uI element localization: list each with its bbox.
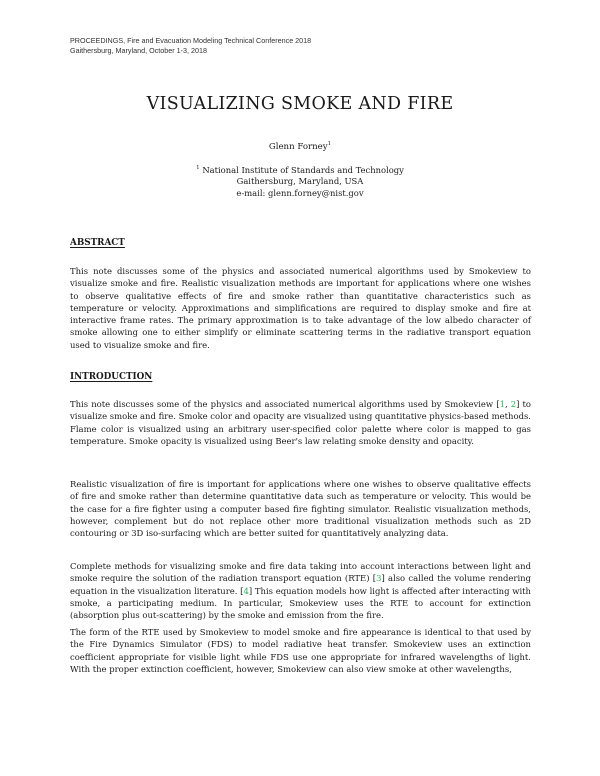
header-line-1: PROCEEDINGS, Fire and Evacuation Modeling Technical Conference 2018	[70, 36, 312, 45]
citation-link-4[interactable]: 4	[243, 585, 249, 596]
intro-paragraph-2: Realistic visualization of fire is important for applications where one wishes to observe qualitative effects of fire and smoke rather than determine quantitative data such as temperature or velocity. This would be the case for a fire fighter using a computer based fire fighting simulator. Realistic visualization methods, however, complement but do not replace other more traditional visualization methods such as 2D contouring or 3D iso-surfacing which are better suited for quantitatively analyzing data.	[70, 479, 531, 539]
intro-p1-text-b: ,	[504, 399, 511, 409]
intro-p1-text-c: ] to visualize smoke and fire. Smoke color and opacity are visualized using quantitative physics-based methods. Flame color is visualized using an arbitrary user-specified color palette where color is mapped to gas temperature. Smoke opacity is visualized using Beer's law relating smoke density and opacity.	[70, 399, 531, 446]
citation-link-1[interactable]: 1	[499, 399, 505, 409]
affiliation-email: e-mail: glenn.forney@nist.gov	[236, 187, 364, 198]
affiliation-superscript: 1	[196, 165, 200, 171]
author-line	[0, 141, 600, 152]
paper-title: VISUALIZING SMOKE AND FIRE	[146, 94, 454, 114]
intro-p3-text-a: Complete methods for visualizing smoke and fire data taking into account interactions between light and smoke require the solution of the radiation transport equation (RTE) [	[70, 561, 531, 584]
affiliation-city: Gaithersburg, Maryland, USA	[236, 176, 364, 187]
intro-p3-text-c: ] This equation models how light is affected after interacting with smoke, a participating medium. In particular, Smokeview uses the RTE to account for extinction (absorption plus out-scattering) by the smoke and emission from the fire.	[70, 585, 531, 621]
affiliation-block	[0, 163, 600, 200]
proceedings-header	[70, 36, 311, 56]
intro-paragraph-1	[70, 398, 531, 447]
affiliation-org: National Institute of Standards and Technology	[202, 164, 404, 175]
author-superscript: 1	[327, 141, 332, 147]
citation-link-2[interactable]: 2	[510, 399, 517, 409]
citation-link-3[interactable]: 3	[376, 573, 382, 584]
abstract-text: This note discusses some of the physics and associated numerical algorithms used by Smokeview to visualize smoke and fire. Realistic visualization methods are important for applications where one wishes to observe qualitative effects of fire and smoke rather than quantitative characteristics such as temperature or velocity. Approximations and simplifications are required to display smoke and fire at interactive frame rates. The primary approximation is to take advantage of the low albedo character of smoke allowing one to either simplify or eliminate scattering terms in the radiative transport equation used to visualize smoke and fire.	[70, 266, 531, 350]
intro-paragraph-4: The form of the RTE used by Smokeview to model smoke and fire appearance is identical to that used by the Fire Dynamics Simulator (FDS) to model radiative heat transfer. Smokeview uses an extinction coefficient appropriate for visible light while FDS use one appropriate for infrared wavelengths of light. With the proper extinction coefficient, however, Smokeview can also view smoke at other wavelengths,	[70, 627, 531, 674]
affiliation-org-line	[0, 163, 600, 176]
intro-p1-text-a: This note discusses some of the physics and associated numerical algorithms used by Smokeview [	[70, 399, 500, 409]
author-name: Glenn Forney	[268, 141, 328, 152]
intro-p3-text-b: ] also called the volume rendering equation in the visualization literature. [	[70, 573, 531, 596]
intro-paragraph-3	[70, 560, 531, 621]
header-line-2: Gaithersburg, Maryland, October 1-3, 2018	[70, 46, 208, 55]
introduction-heading: INTRODUCTION	[70, 372, 153, 382]
abstract-heading: ABSTRACT	[70, 238, 125, 248]
